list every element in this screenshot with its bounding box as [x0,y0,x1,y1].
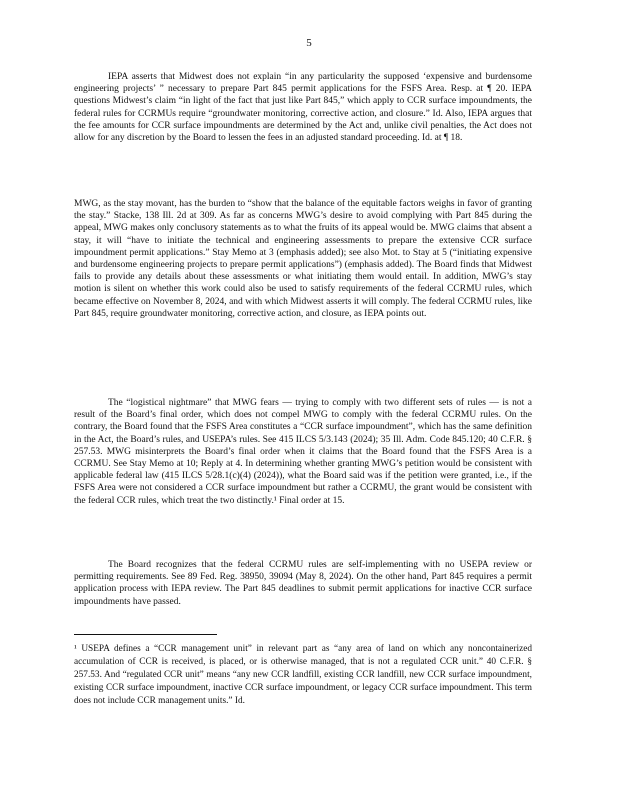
page-number: 5 [306,37,312,49]
paragraph-iepa-assertion [74,71,532,144]
paragraph-logistical-nightmare [74,397,532,507]
paragraph-board-recognizes [74,559,532,608]
paragraph-text: The “logistical nightmare” that MWG fears — trying to comply with two different sets of rules — is not a result of the Board’s final order, which does not compel MWG to comply with the federal CCRMU rules. On the contrary, the Board found that the FSFS Area constitutes a “CCR surface impoundment”, which has the same definition in the Act, the Board’s rules, and USEPA’s rules. See 415 ILCS 5/3.143 (2024); 35 Ill. Adm. Code 845.120; 40 C.F.R. § 257.53. MWG misinterprets the Board’s final order when it claims that the Board found that the FSFS Area is a CCRMU. See Stay Memo at 10; Reply at 4. In determining whether granting MWG’s petition would be consistent with applicable federal law (415 ILCS 5/28.1(c)(4) (2024)), what the Board said was if the petition were granted, i.e., if the FSFS Area were not considered a CCR surface impoundment but rather a CCRMU, the grant would be consistent with the federal CCR rules, which treat the two distinctly.¹ Final order at 15. [74,398,532,506]
paragraph-text: IEPA asserts that Midwest does not explain “in any particularity the supposed ‘expensive and burdensome engineering projects’ ” necessary to prepare Part 845 permit applications for the FSFS Area. Resp. at ¶ 20. IEPA questions Midwest’s claim “in light of the fact that just like Part 845,” which apply to CCR surface impoundments, the federal rules for CCRMUs require “groundwater monitoring, corrective action, and closure.” Id. Also, IEPA argues that the fee amounts for CCR surface impoundments are determined by the Act and, unlike civil penalties, the Act does not allow for any discretion by the Board to lessen the fees in an adjusted standard proceeding. Id. at ¶ 18. [74,72,532,144]
paragraph-text: The Board recognizes that the federal CCRMU rules are self-implementing with no USEPA review or permitting requirements. See 89 Fed. Reg. 38950, 39094 (May 8, 2024). On the other hand, Part 845 requires a permit application process with IEPA review. The Part 845 deadlines to submit permit applications for inactive CCR surface impoundments have passed. [74,560,532,607]
paragraph-text: MWG, as the stay movant, has the burden to “show that the balance of the equitable factors weighs in favor of granting the stay.” Stacke, 138 Ill. 2d at 309. As far as concerns MWG’s desire to avoid complying with Part 845 during the appeal, MWG makes only conclusory statements as to what the fruits of its appeal would be. MWG claims that absent a stay, it will “have to initiate the technical and engineering assessments to prepare the extensive CCR surface impoundment permit applications.” Stay Memo at 3 (emphasis added); see also Mot. to Stay at 5 (“initiating expensive and burdensome engineering projects to prepare permit applications”) (emphasis added). The Board finds that Midwest fails to provide any details about these assessments or what initiating them would entail. In addition, MWG’s stay motion is silent on whether this work could also be used to satisfy requirements of the federal CCRMU rules, which became effective on November 8, 2024, and with which Midwest asserts it will comply. The federal CCRMU rules, like Part 845, require groundwater monitoring, corrective action, and closure, as IEPA points out. [74,199,532,319]
footnote-1: ¹ USEPA defines a “CCR management unit” in relevant part as “any area of land on which any noncontainerized accumulation of CCR is received, is placed, or is otherwise managed, that is not a regulated CCR unit.” 40 C.F.R. § 257.53. And “regulated CCR unit” means “any new CCR landfill, existing CCR landfill, new CCR surface impoundment, existing CCR surface impoundment, inactive CCR surface impoundment, or legacy CCR surface impoundment. This term does not include CCR management units.” Id. [74,644,532,706]
paragraph-stay-burden [74,198,532,320]
footnote-divider [74,634,217,635]
